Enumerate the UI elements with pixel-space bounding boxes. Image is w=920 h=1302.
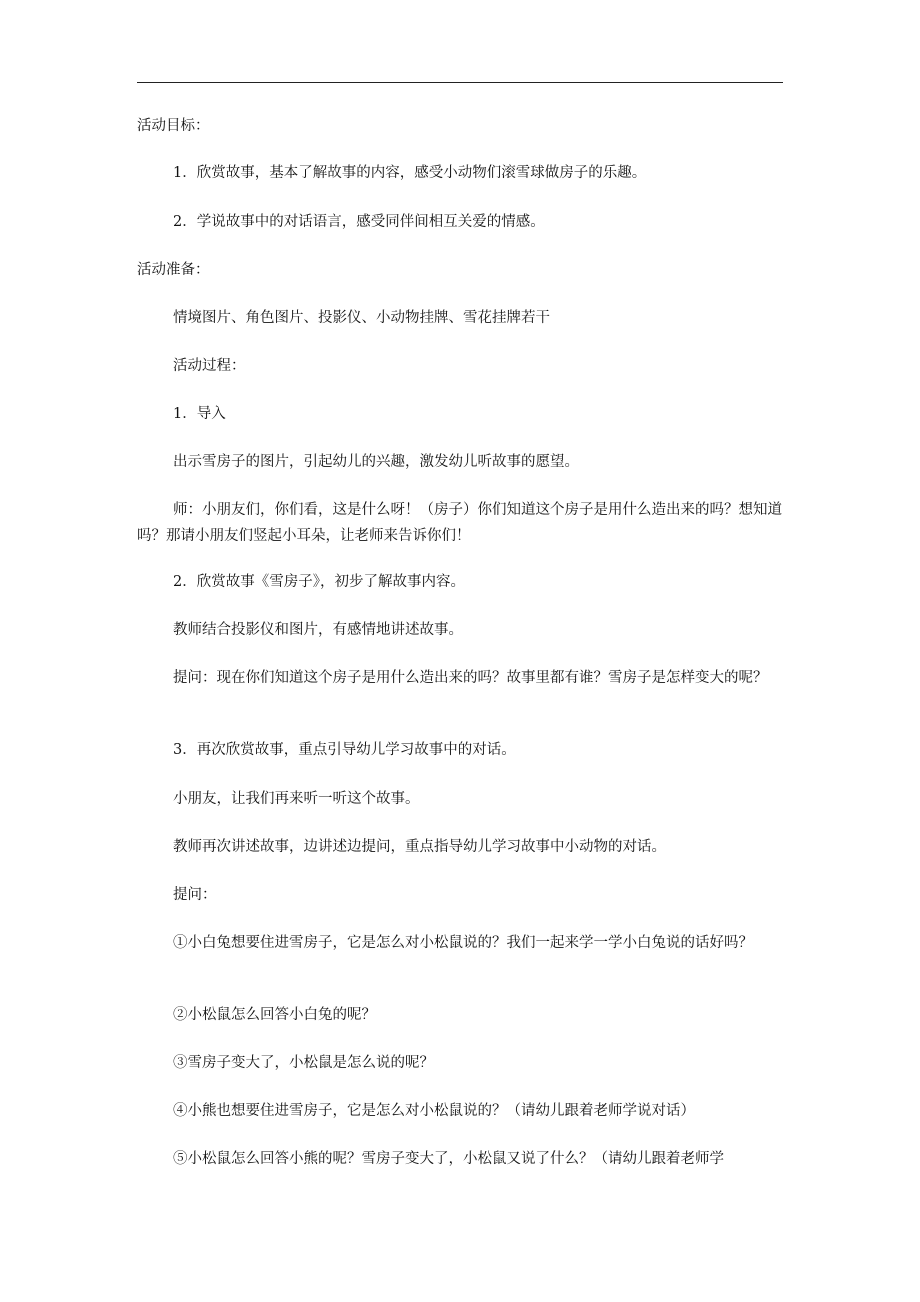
process-step-3-text-1: 小朋友，让我们再来听一听这个故事。 [173, 791, 420, 807]
question-item-2: ②小松鼠怎么回答小白兔的呢？ [173, 1007, 376, 1023]
question-item-4: ④小熊也想要住进雪房子，它是怎么对小松鼠说的？（请幼儿跟着老师学说对话） [173, 1103, 695, 1119]
section-heading-process: 活动过程： [173, 358, 246, 374]
question-item-3: ③雪房子变大了，小松鼠是怎么说的呢？ [173, 1055, 434, 1071]
process-step-2-text: 教师结合投影仪和图片，有感情地讲述故事。 [173, 622, 463, 638]
process-step-1-text: 出示雪房子的图片，引起幼儿的兴趣，激发幼儿听故事的愿望。 [173, 454, 579, 470]
section-heading-goals: 活动目标： [137, 118, 210, 134]
section-heading-preparation: 活动准备： [137, 262, 210, 278]
question-paragraph-1: 提问：现在你们知道这个房子是用什么造出来的吗？故事里都有谁？雪房子是怎样变大的呢？ [173, 670, 768, 686]
questions-label: 提问： [173, 887, 217, 903]
header-rule [137, 82, 783, 83]
preparation-materials: 情境图片、角色图片、投影仪、小动物挂牌、雪花挂牌若干 [173, 310, 550, 326]
teacher-dialogue: 师：小朋友们，你们看，这是什么呀！（房子）你们知道这个房子是用什么造出来的吗？想知道吗？那请小朋友们竖起小耳朵，让老师来告诉你们！ [137, 502, 782, 544]
process-step-1-title: 1．导入 [173, 406, 226, 422]
process-step-3-title: 3．再次欣赏故事，重点引导幼儿学习故事中的对话。 [173, 742, 516, 758]
question-item-1: ①小白兔想要住进雪房子，它是怎么对小松鼠说的？我们一起来学一学小白兔说的话好吗？ [173, 935, 753, 951]
goal-item-1: 1．欣赏故事，基本了解故事的内容，感受小动物们滚雪球做房子的乐趣。 [173, 165, 647, 181]
goal-item-2: 2．学说故事中的对话语言，感受同伴间相互关爱的情感。 [173, 214, 545, 230]
process-step-2-title: 2．欣赏故事《雪房子》，初步了解故事内容。 [173, 574, 465, 590]
question-item-5: ⑤小松鼠怎么回答小熊的呢？雪房子变大了，小松鼠又说了什么？（请幼儿跟着老师学 [173, 1151, 724, 1167]
process-step-3-text-2: 教师再次讲述故事，边讲述边提问，重点指导幼儿学习故事中小动物的对话。 [173, 839, 666, 855]
